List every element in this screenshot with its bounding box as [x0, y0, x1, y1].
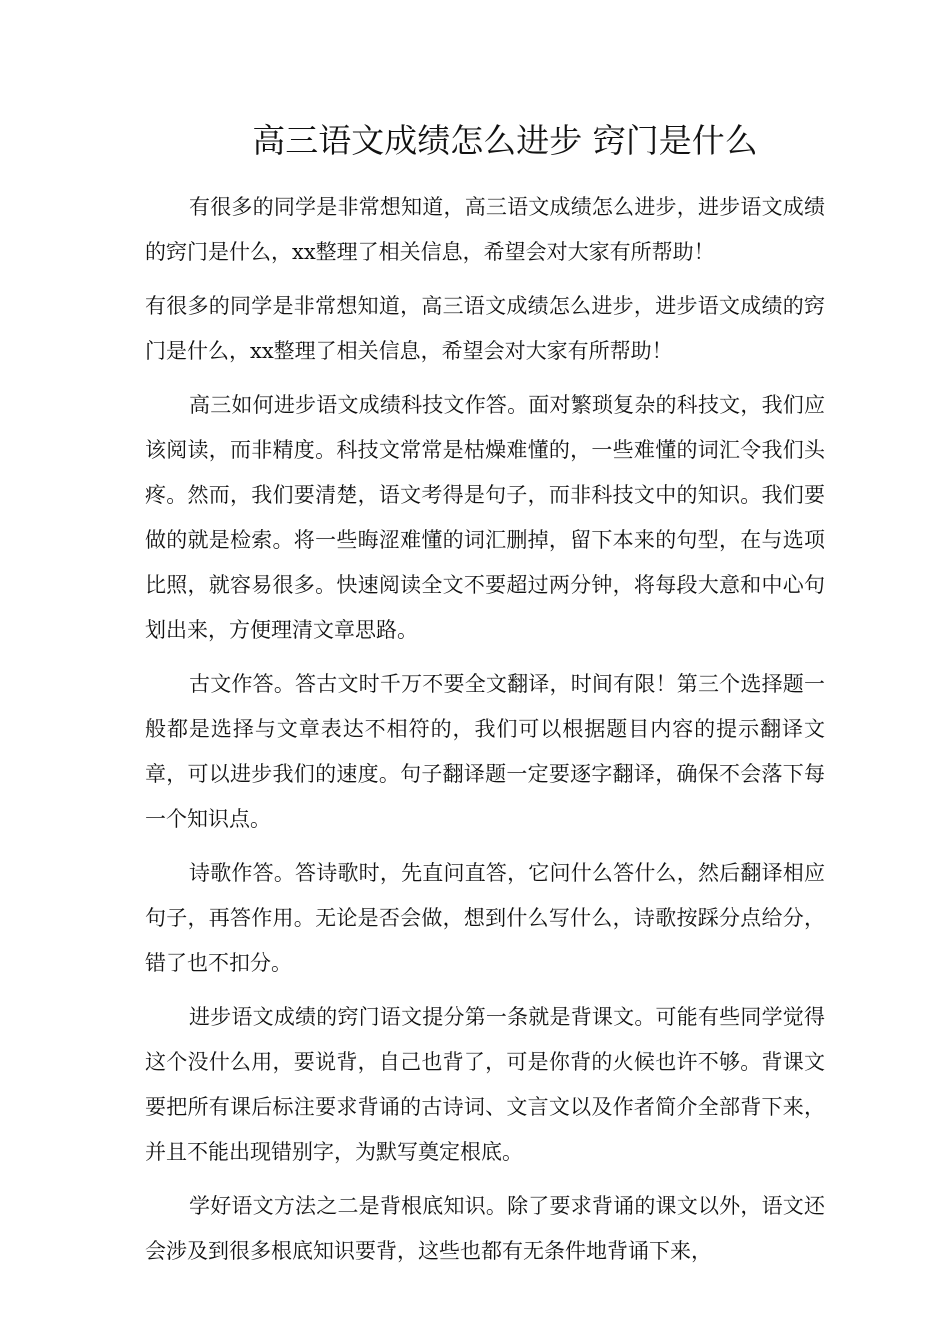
paragraph-classical-text: 古文作答。答古文时千万不要全文翻译，时间有限！第三个选择题一般都是选择与文章表达不相符的，我们可以根据题目内容的提示翻译文章，可以进步我们的速度。句子翻译题一定要逐字翻译，确保不会落下每一个知识点。 [145, 672, 825, 831]
paragraph-intro: 有很多的同学是非常想知道，高三语文成绩怎么进步，进步语文成绩的窍门是什么，xx整理了相关信息，希望会对大家有所帮助！ [145, 195, 825, 264]
paragraph-intro-repeat: 有很多的同学是非常想知道，高三语文成绩怎么进步，进步语文成绩的窍门是什么，xx整理了相关信息，希望会对大家有所帮助！ [145, 294, 825, 363]
paragraph-science-text: 高三如何进步语文成绩科技文作答。面对繁琐复杂的科技文，我们应该阅读，而非精度。科技文常常是枯燥难懂的，一些难懂的词汇令我们头疼。然而，我们要清楚，语文考得是句子，而非科技文中的知识。我们要做的就是检索。将一些晦涩难懂的词汇删掉，留下本来的句型，在与选项比照，就容易很多。快速阅读全文不要超过两分钟，将每段大意和中心句划出来，方便理清文章思路。 [145, 393, 825, 642]
paragraph-poetry: 诗歌作答。答诗歌时，先直问直答，它问什么答什么，然后翻译相应句子，再答作用。无论是否会做，想到什么写什么，诗歌按踩分点给分，错了也不扣分。 [145, 861, 825, 975]
document-title: 高三语文成绩怎么进步 窍门是什么 [252, 121, 758, 160]
paragraph-recitation: 进步语文成绩的窍门语文提分第一条就是背课文。可能有些同学觉得这个没什么用，要说背，自己也背了，可是你背的火候也许不够。背课文要把所有课后标注要求背诵的古诗词、文言文以及作者简介全部背下来，并且不能出现错别字，为默写奠定根底。 [145, 1005, 825, 1164]
document-body [145, 185, 825, 1283]
paragraph-basic-knowledge: 学好语文方法之二是背根底知识。除了要求背诵的课文以外，语文还会涉及到很多根底知识要背，这些也都有无条件地背诵下来， [145, 1194, 825, 1263]
